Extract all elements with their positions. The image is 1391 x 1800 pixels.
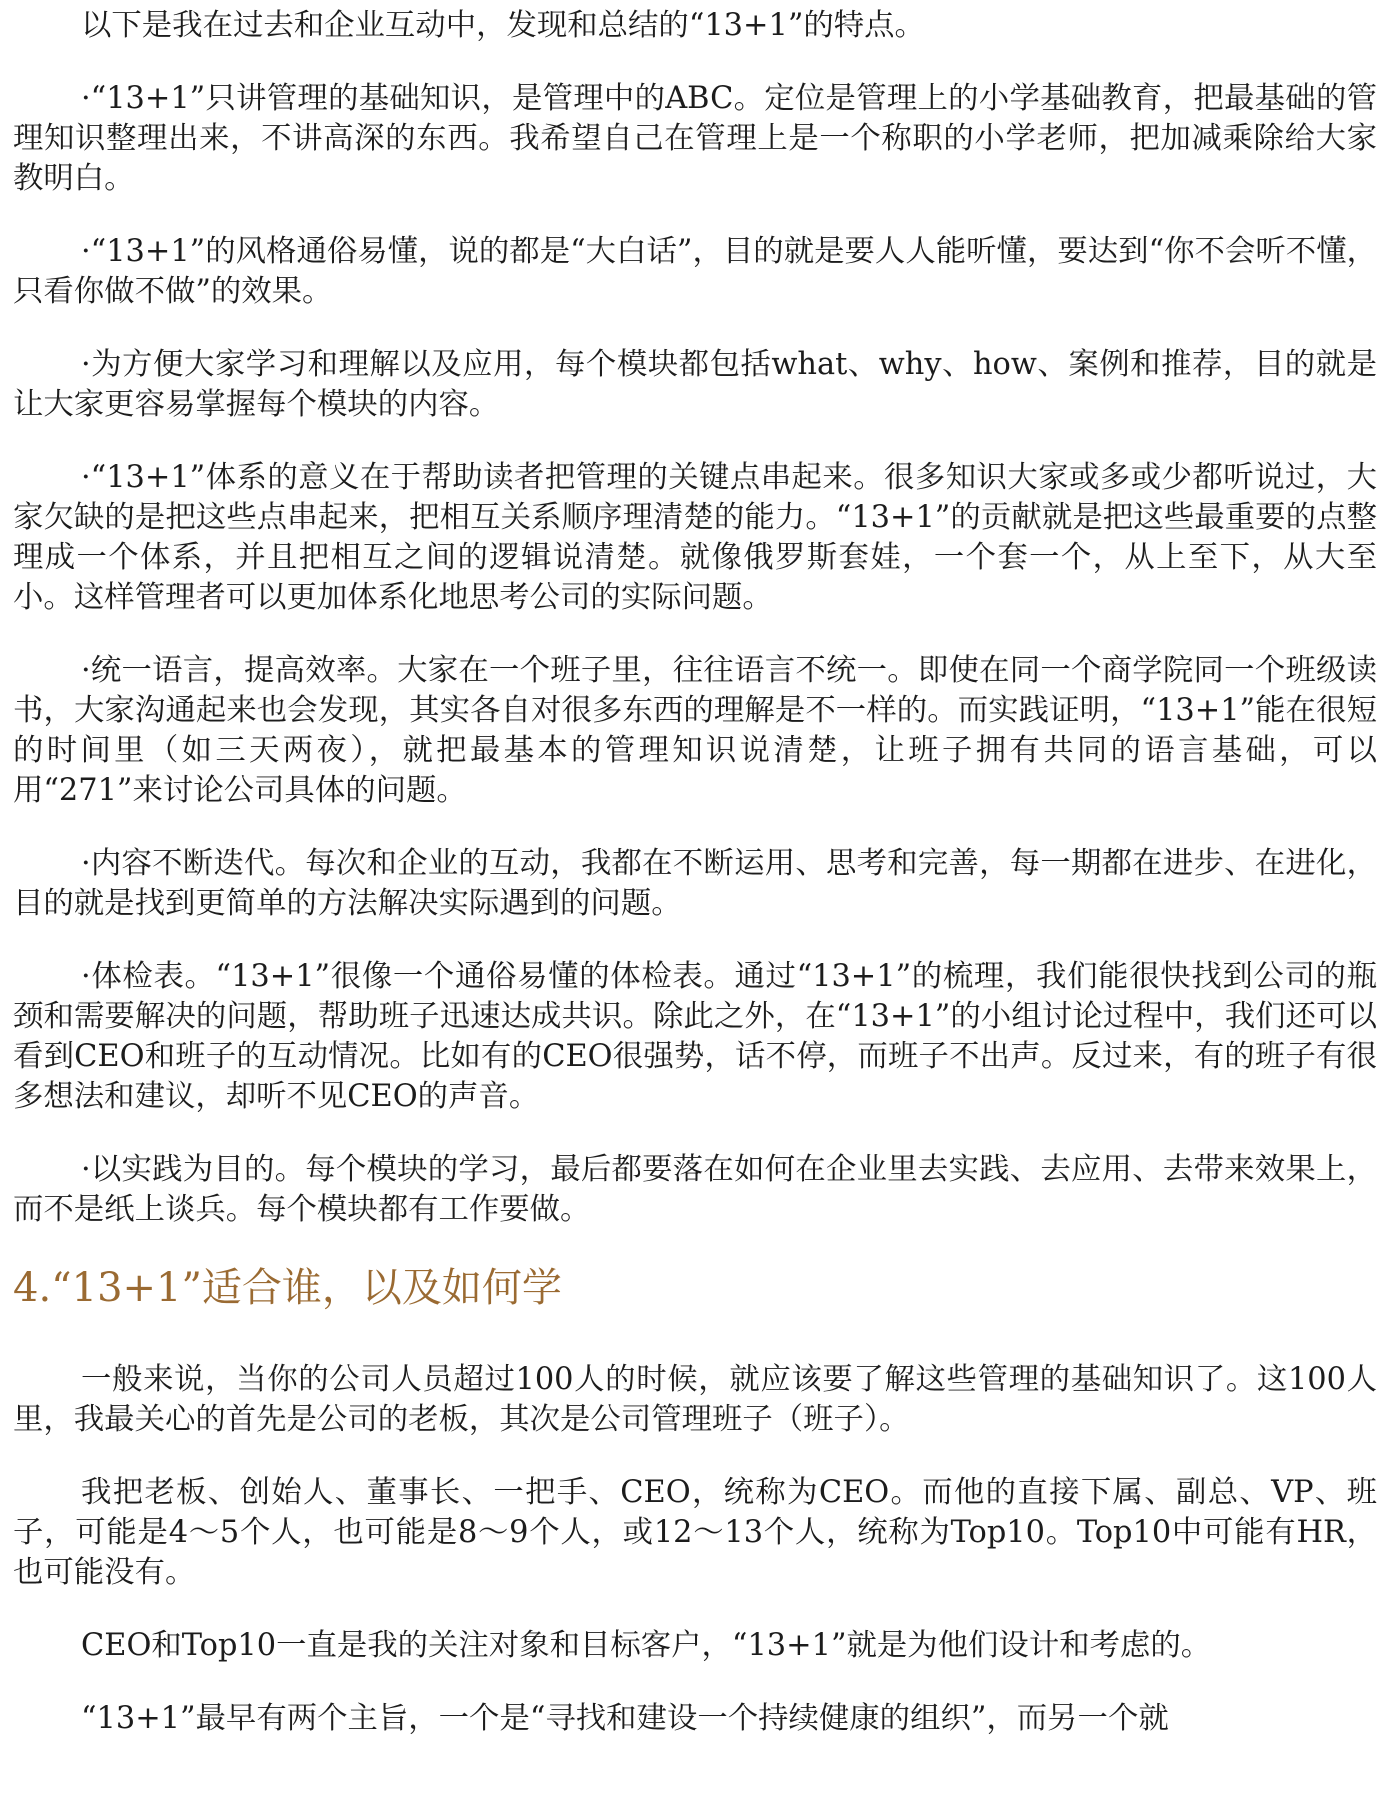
paragraph-two-purposes: “13+1”最早有两个主旨，一个是“寻找和建设一个持续健康的组织”，而另一个就 xyxy=(81,1701,1169,1736)
paragraph-intro: 以下是我在过去和企业互动中，发现和总结的“13+1”的特点。 xyxy=(81,8,925,43)
paragraph-bullet-iteration: ·内容不断迭代。每次和企业的互动，我都在不断运用、思考和完善，每一期都在进步、在进化，目的就是找到更简单的方法解决实际遇到的问题。 xyxy=(13,846,1377,921)
paragraph-target-audience: CEO和Top10一直是我的关注对象和目标客户，“13+1”就是为他们设计和考虑的。 xyxy=(81,1628,1212,1663)
paragraph-company-size: 一般来说，当你的公司人员超过100人的时候，就应该要了解这些管理的基础知识了。这100人里，我最关心的首先是公司的老板，其次是公司管理班子（班子）。 xyxy=(13,1362,1377,1437)
section-heading: 4.“13+1”适合谁，以及如何学 xyxy=(13,1265,562,1311)
paragraph-bullet-module-structure: ·为方便大家学习和理解以及应用，每个模块都包括what、why、how、案例和推荐，目的就是让大家更容易掌握每个模块的内容。 xyxy=(13,347,1377,422)
paragraph-bullet-basics: ·“13+1”只讲管理的基础知识，是管理中的ABC。定位是管理上的小学基础教育，把最基础的管理知识整理出来，不讲高深的东西。我希望自己在管理上是一个称职的小学老师，把加减乘除给大家教明白。 xyxy=(13,81,1377,196)
paragraph-bullet-unified-language: ·统一语言，提高效率。大家在一个班子里，往往语言不统一。即使在同一个商学院同一个班级读书，大家沟通起来也会发现，其实各自对很多东西的理解是不一样的。而实践证明，“13+1”能在很短的时间里（如三天两夜），就把最基本的管理知识说清楚，让班子拥有共同的语言基础，可以用“271”来讨论公司具体的问题。 xyxy=(13,653,1377,808)
paragraph-bullet-system: ·“13+1”体系的意义在于帮助读者把管理的关键点串起来。很多知识大家或多或少都听说过，大家欠缺的是把这些点串起来，把相互关系顺序理清楚的能力。“13+1”的贡献就是把这些最重要的点整理成一个体系，并且把相互之间的逻辑说清楚。就像俄罗斯套娃，一个套一个，从上至下，从大至小。这样管理者可以更加体系化地思考公司的实际问题。 xyxy=(13,460,1377,615)
paragraph-bullet-checkup: ·体检表。“13+1”很像一个通俗易懂的体检表。通过“13+1”的梳理，我们能很快找到公司的瓶颈和需要解决的问题，帮助班子迅速达成共识。除此之外，在“13+1”的小组讨论过程中，我们还可以看到CEO和班子的互动情况。比如有的CEO很强势，话不停，而班子不出声。反过来，有的班子有很多想法和建议，却听不见CEO的声音。 xyxy=(13,959,1377,1114)
paragraph-bullet-plain-language: ·“13+1”的风格通俗易懂，说的都是“大白话”，目的就是要人人能听懂，要达到“你不会听不懂，只看你做不做”的效果。 xyxy=(13,234,1377,309)
paragraph-bullet-practice: ·以实践为目的。每个模块的学习，最后都要落在如何在企业里去实践、去应用、去带来效果上，而不是纸上谈兵。每个模块都有工作要做。 xyxy=(13,1152,1377,1227)
paragraph-ceo-top10: 我把老板、创始人、董事长、一把手、CEO，统称为CEO。而他的直接下属、副总、VP、班子，可能是4～5个人，也可能是8～9个人，或12～13个人，统称为Top10。Top10中可能有HR，也可能没有。 xyxy=(13,1475,1377,1590)
